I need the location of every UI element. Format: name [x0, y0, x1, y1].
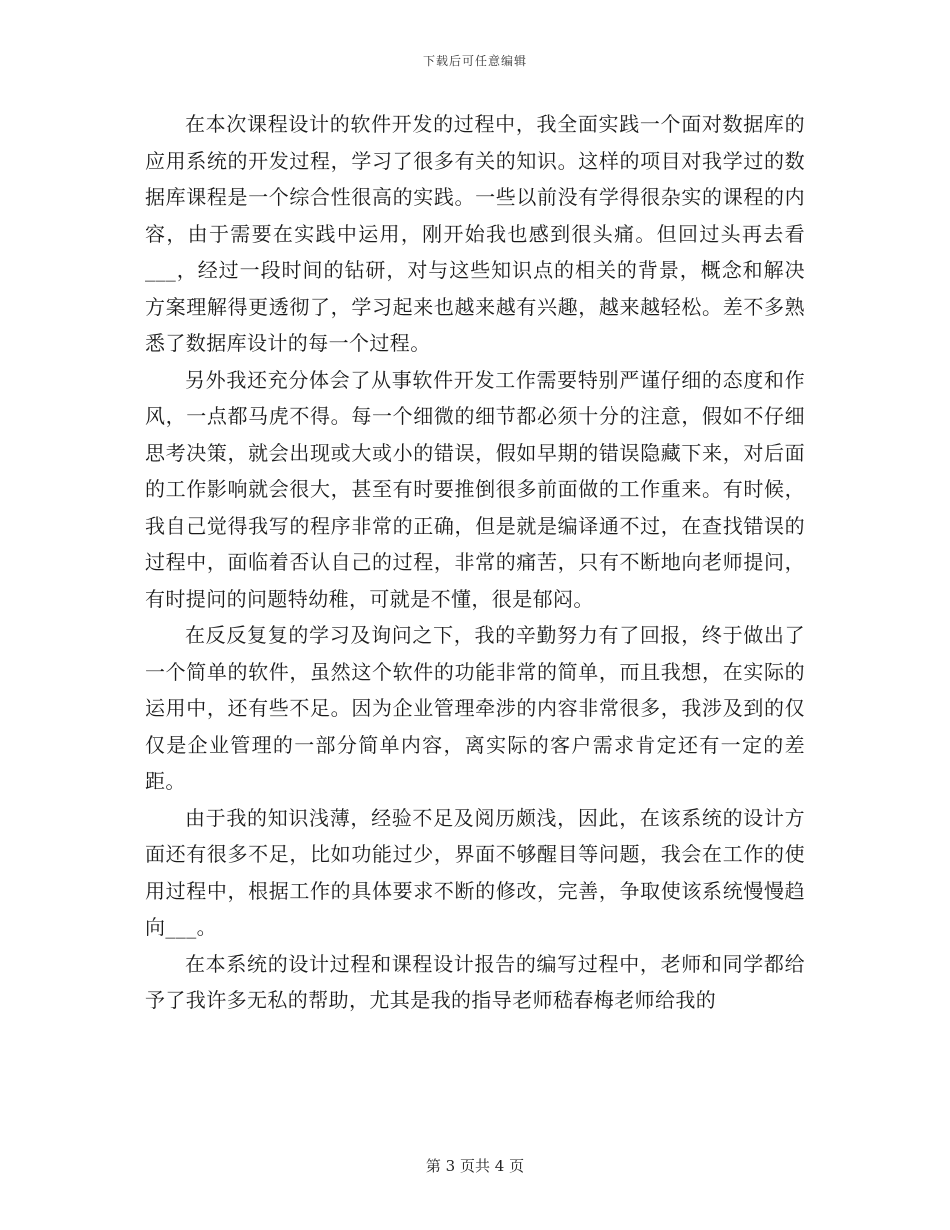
paragraph-5: 在本系统的设计过程和课程设计报告的编写过程中，老师和同学都给予了我许多无私的帮助，尤其是我的指导老师嵇春梅老师给我的 — [145, 951, 805, 1012]
page-header: 下载后可任意编辑 — [422, 54, 527, 68]
paragraph-4: 由于我的知识浅薄，经验不足及阅历颇浅，因此，在该系统的设计方面还有很多不足，比如功能过少，界面不够醒目等问题，我会在工作的使用过程中，根据工作的具体要求不断的修改，完善，争取使该系统慢慢趋向___。 — [145, 805, 805, 939]
paragraph-3: 在反反复复的学习及询问之下，我的辛勤努力有了回报，终于做出了一个简单的软件，虽然这个软件的功能非常的简单，而且我想，在实际的运用中，还有些不足。因为企业管理牵涉的内容非常很多，我涉及到的仅仅是企业管理的一部分简单内容，离实际的客户需求肯定还有一定的差距。 — [145, 623, 805, 793]
page-number: 第 3 页共 4 页 — [425, 1157, 525, 1175]
document-body — [145, 106, 805, 1019]
paragraph-2: 另外我还充分体会了从事软件开发工作需要特别严谨仔细的态度和作风，一点都马虎不得。每一个细微的细节都必须十分的注意，假如不仔细思考决策，就会出现或大或小的错误，假如早期的错误隐藏下来，对后面的工作影响就会很大，甚至有时要推倒很多前面做的工作重来。有时候，我自己觉得我写的程序非常的正确，但是就是编译通不过，在查找错误的过程中，面临着否认自己的过程，非常的痛苦，只有不断地向老师提问，有时提问的问题特幼稚，可就是不懂，很是郁闷。 — [145, 367, 805, 611]
paragraph-1: 在本次课程设计的软件开发的过程中，我全面实践一个面对数据库的应用系统的开发过程，学习了很多有关的知识。这样的项目对我学过的数据库课程是一个综合性很高的实践。一些以前没有学得很杂实的课程的内容，由于需要在实践中运用，刚开始我也感到很头痛。但回过头再去看___，经过一段时间的钻研，对与这些知识点的相关的背景，概念和解决方案理解得更透彻了，学习起来也越来越有兴趣，越来越轻松。差不多熟悉了数据库设计的每一个过程。 — [145, 112, 805, 355]
